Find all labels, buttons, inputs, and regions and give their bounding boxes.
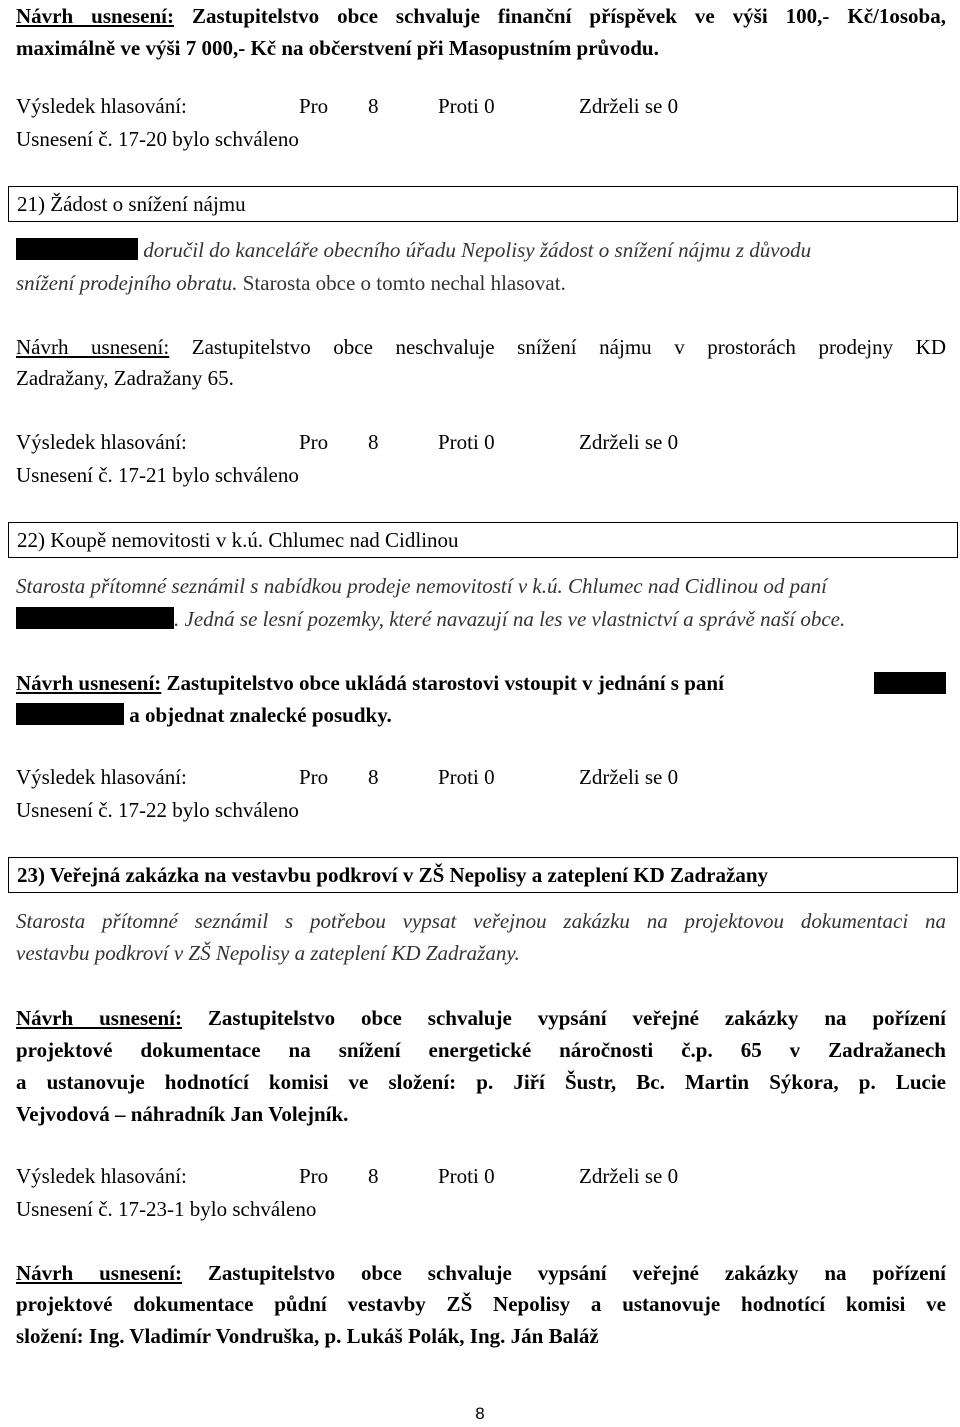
section-heading: 21) Žádost o snížení nájmu [17,192,246,216]
section-heading-box [8,857,958,893]
resolution-proposal-line: maximálně ve výši 7 000,- Kč na občerstvení při Masopustním průvodu. [16,36,659,60]
resolution-proposal-line: Návrh usnesení: Zastupitelstvo obce schvaluje vypsání veřejné zakázky na pořízení [16,1261,946,1285]
resolution-proposal-line: projektové dokumentace půdní vestavby ZŠ Nepolisy a ustanovuje hodnotící komisi ve [16,1292,946,1316]
resolution-result: Usnesení č. 17-20 bylo schváleno [16,127,299,151]
paragraph-line: . Jedná se lesní pozemky, které navazují na les ve vlastnictví a správě naší obce. [16,605,845,633]
resolution-proposal-line: a ustanovuje hodnotící komisi ve složení: p. Jiří Šustr, Bc. Martin Sýkora, p. Lucie [16,1070,946,1094]
proposal-label: Návrh usnesení: [16,1006,182,1030]
redaction-bar [16,703,124,725]
resolution-proposal-line: Vejvodová – náhradník Jan Volejník. [16,1102,349,1126]
resolution-proposal-line: Návrh usnesení: Zastupitelstvo obce neschvaluje snížení nájmu v prostorách prodejny KD [16,335,946,359]
resolution-proposal-line: projektové dokumentace na snížení energetické náročnosti č.p. 65 v Zadražanech [16,1038,946,1062]
proposal-label: Návrh usnesení: [16,335,170,359]
resolution-proposal-line: Návrh usnesení: Zastupitelstvo obce schvaluje finanční příspěvek ve výši 100,- Kč/1osoba, [16,4,946,28]
resolution-proposal-line: Návrh usnesení: Zastupitelstvo obce schvaluje vypsání veřejné zakázky na pořízení [16,1006,946,1030]
resolution-result: Usnesení č. 17-22 bylo schváleno [16,798,299,822]
resolution-proposal-line: a objednat znalecké posudky. [16,701,392,729]
proposal-label: Návrh usnesení: [16,671,162,695]
resolution-proposal-line: složení: Ing. Vladimír Vondruška, p. Lukáš Polák, Ing. Ján Baláž [16,1324,599,1348]
paragraph-line: Starosta přítomné seznámil s nabídkou prodeje nemovitostí v k.ú. Chlumec nad Cidlinou od paní [16,574,827,598]
resolution-proposal-line: Zadražany, Zadražany 65. [16,366,234,390]
page-number: 8 [475,1404,485,1423]
proposal-label: Návrh usnesení: [16,1261,182,1285]
resolution-proposal-line: Návrh usnesení: Zastupitelstvo obce ukládá starostovi vstoupit v jednání s paní [16,669,946,697]
paragraph-line: vestavbu podkroví v ZŠ Nepolisy a zateplení KD Zadražany. [16,941,520,965]
paragraph-line: Starosta přítomné seznámil s potřebou vypsat veřejnou zakázku na projektovou dokumentaci na [16,909,946,933]
resolution-result: Usnesení č. 17-21 bylo schváleno [16,463,299,487]
redaction-bar [16,607,174,629]
proposal-label: Návrh usnesení: [16,4,174,28]
section-heading: 22) Koupě nemovitosti v k.ú. Chlumec nad Cidlinou [17,528,459,552]
redaction-bar [874,672,946,694]
redaction-bar [16,238,138,260]
section-heading-box [8,522,958,558]
paragraph-line: doručil do kanceláře obecního úřadu Nepolisy žádost o snížení nájmu z důvodu [16,236,811,264]
section-heading: 23) Veřejná zakázka na vestavbu podkroví v ZŠ Nepolisy a zateplení KD Zadražany [17,863,769,887]
resolution-result: Usnesení č. 17-23-1 bylo schváleno [16,1197,317,1221]
paragraph-line: snížení prodejního obratu. Starosta obce o tomto nechal hlasovat. [16,271,566,295]
section-heading-box [8,186,958,222]
